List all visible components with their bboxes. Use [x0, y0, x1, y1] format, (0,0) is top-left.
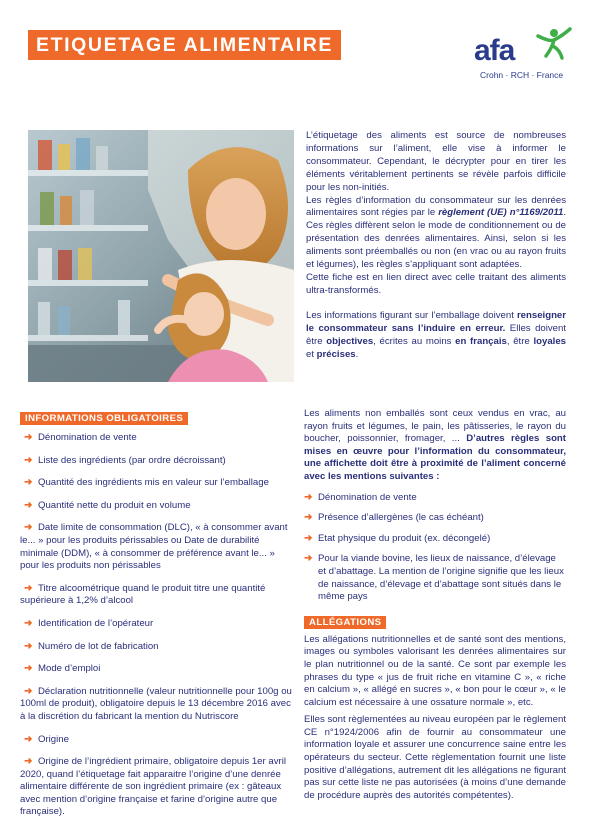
arrow-icon: ➜ [24, 617, 33, 629]
list-item: ➜ Origine de l’ingrédient primaire, obligatoire depuis 1er avril 2020, quand l’étiquetage fait apparaitre l’origine d’une denrée alimentaire différente de son ingrédient primaire (ex : gâteaux avec mention d’origine française et farine d’origine autre que française). [20, 756, 286, 818]
list-item: ➜ Numéro de lot de fabrication [24, 640, 159, 652]
list-item: ➜ Date limite de consommation (DLC), « à consommer avant le... » pour les produits périssables ou Date de durabilité minimale (DDM), « à consommer de préférence avant le... » pour les produits non périssables [20, 522, 288, 572]
mandatory-info-section [20, 408, 292, 829]
mother-child-supermarket-photo [28, 130, 294, 382]
section-heading: ALLÉGATIONS [304, 616, 386, 629]
claims-paragraph-1: Les allégations nutritionnelles et de santé sont des mentions, images ou symboles valorisant les denrées alimentaires sur le plan nutritionnel ou de la santé. Ce sont par exemple les phrases du type « jus de fruit riche en vitamine C », « riche en calcium », « allégé en sucres », « bon pour le cœur », « le calcium est nécessaire à une ossature normale », etc. [304, 633, 566, 708]
list-item: ➜ Dénomination de vente [304, 491, 417, 503]
intro-paragraph-3: Cette fiche est en lien direct avec celle traitant des aliments ultra-transformés. [306, 271, 566, 296]
list-item: ➜ Pour la viande bovine, les lieux de naissance, d’élevage et d’abattage. La mention de l’origine signifie que les lieux de naissance, d’élevage et d’abattage sont situés dans le même pays [304, 553, 564, 603]
arrow-icon: ➜ [24, 640, 33, 652]
list-item: ➜ Origine [24, 733, 69, 745]
arrow-icon: ➜ [304, 553, 313, 565]
list-item: ➜ Etat physique du produit (ex. décongelé) [304, 532, 491, 544]
intro-text [306, 130, 566, 361]
list-item: ➜ Déclaration nutritionnelle (valeur nutritionnelle pour 100g ou 100ml de produit), obligatoire depuis le 13 décembre 2016 avec à la discrétion du fabricant la mention du Nutriscore [20, 685, 292, 722]
arrow-icon: ➜ [24, 432, 33, 443]
bulk-food-section [304, 408, 566, 802]
logo-subtitle: Crohn · RCH · France [480, 70, 564, 80]
intro-paragraph-1: L’étiquetage des aliments est source de nombreuses informations sur l’aliment, elle vise à informer le consommateur. Cependant, le décrypter pour en tirer les éléments véritablement pertinents se révèle parfois difficile pour les non-initiés. [306, 130, 566, 193]
section-heading: INFORMATIONS OBLIGATOIRES [20, 412, 188, 425]
arrow-icon: ➜ [24, 499, 33, 511]
page-title: ETIQUETAGE ALIMENTAIRE [28, 30, 341, 60]
list-item: ➜ Identification de l’opérateur [24, 617, 154, 629]
list-item: ➜ Dénomination de vente [24, 432, 137, 443]
arrow-icon: ➜ [24, 685, 33, 697]
arrow-icon: ➜ [304, 532, 313, 544]
arrow-icon: ➜ [24, 522, 33, 534]
intro-paragraph-2: Les règles d’information du consommateur sur les denrées alimentaires sont régies par le règlement (UE) n°1169/2011. Ces règles diffèrent selon le mode de conditionnement ou de présentation des denrées alimentaires. Ainsi, selon si les aliments sont préemballés ou non (en vrac ou au rayon fruits et légumes), les règles s’appliquant sont adaptées. [306, 194, 566, 271]
arrow-icon: ➜ [24, 663, 33, 675]
list-item: ➜ Mode d’emploi [24, 663, 101, 675]
list-item: ➜ Quantité nette du produit en volume [24, 499, 191, 511]
claims-section [304, 612, 566, 803]
claims-paragraph-2: Elles sont règlementées au niveau européen par le règlement CE n°1924/2006 afin de fournir au consommateur une information loyale et assurer une concurrence saine entre les opérateurs du secteur. Cette règlementation fournit une liste positive d’allégations, autrement dit les allégations ne figurant pas sur cette liste ne pas autorisées (à moins d’une demande de procédure auprès des autorités compétentes). [304, 714, 566, 801]
list-item: ➜ Présence d’allergènes (le cas échéant) [304, 512, 484, 524]
list-item: ➜ Titre alcoométrique quand le produit titre une quantité supérieure à 1,2% d’alcool [20, 582, 266, 607]
arrow-icon: ➜ [24, 582, 33, 594]
arrow-icon: ➜ [24, 733, 33, 745]
arrow-icon: ➜ [304, 491, 313, 503]
list-item: ➜ Quantité des ingrédients mis en valeur sur l’emballage [24, 477, 269, 489]
bulk-food-list [304, 492, 566, 604]
intro-paragraph-4: Les informations figurant sur l’emballage doivent renseigner le consommateur sans l’induire en erreur. Elles doivent être objectives, écrites au moins en français, être loyales et précises. [306, 309, 567, 360]
mandatory-info-list [20, 432, 292, 819]
afa-logo [474, 26, 572, 86]
person-figure-icon [532, 26, 572, 60]
arrow-icon: ➜ [24, 454, 33, 466]
bulk-food-text: Les aliments non emballés sont ceux vendus en vrac, au rayon fruits et légumes, le pain, les pâtisseries, le rayon du boucher, poissonnier, fromager, ... D’autres règles sont mises en œuvre pour l’information du consommateur, une affichette doit être à proximité de l’aliment concerné avec les mentions suivantes : [304, 408, 566, 482]
arrow-icon: ➜ [24, 756, 33, 768]
arrow-icon: ➜ [24, 477, 33, 489]
list-item: ➜ Liste des ingrédients (par ordre décroissant) [24, 454, 226, 466]
logo-text: afa [474, 34, 515, 67]
arrow-icon: ➜ [304, 512, 313, 524]
